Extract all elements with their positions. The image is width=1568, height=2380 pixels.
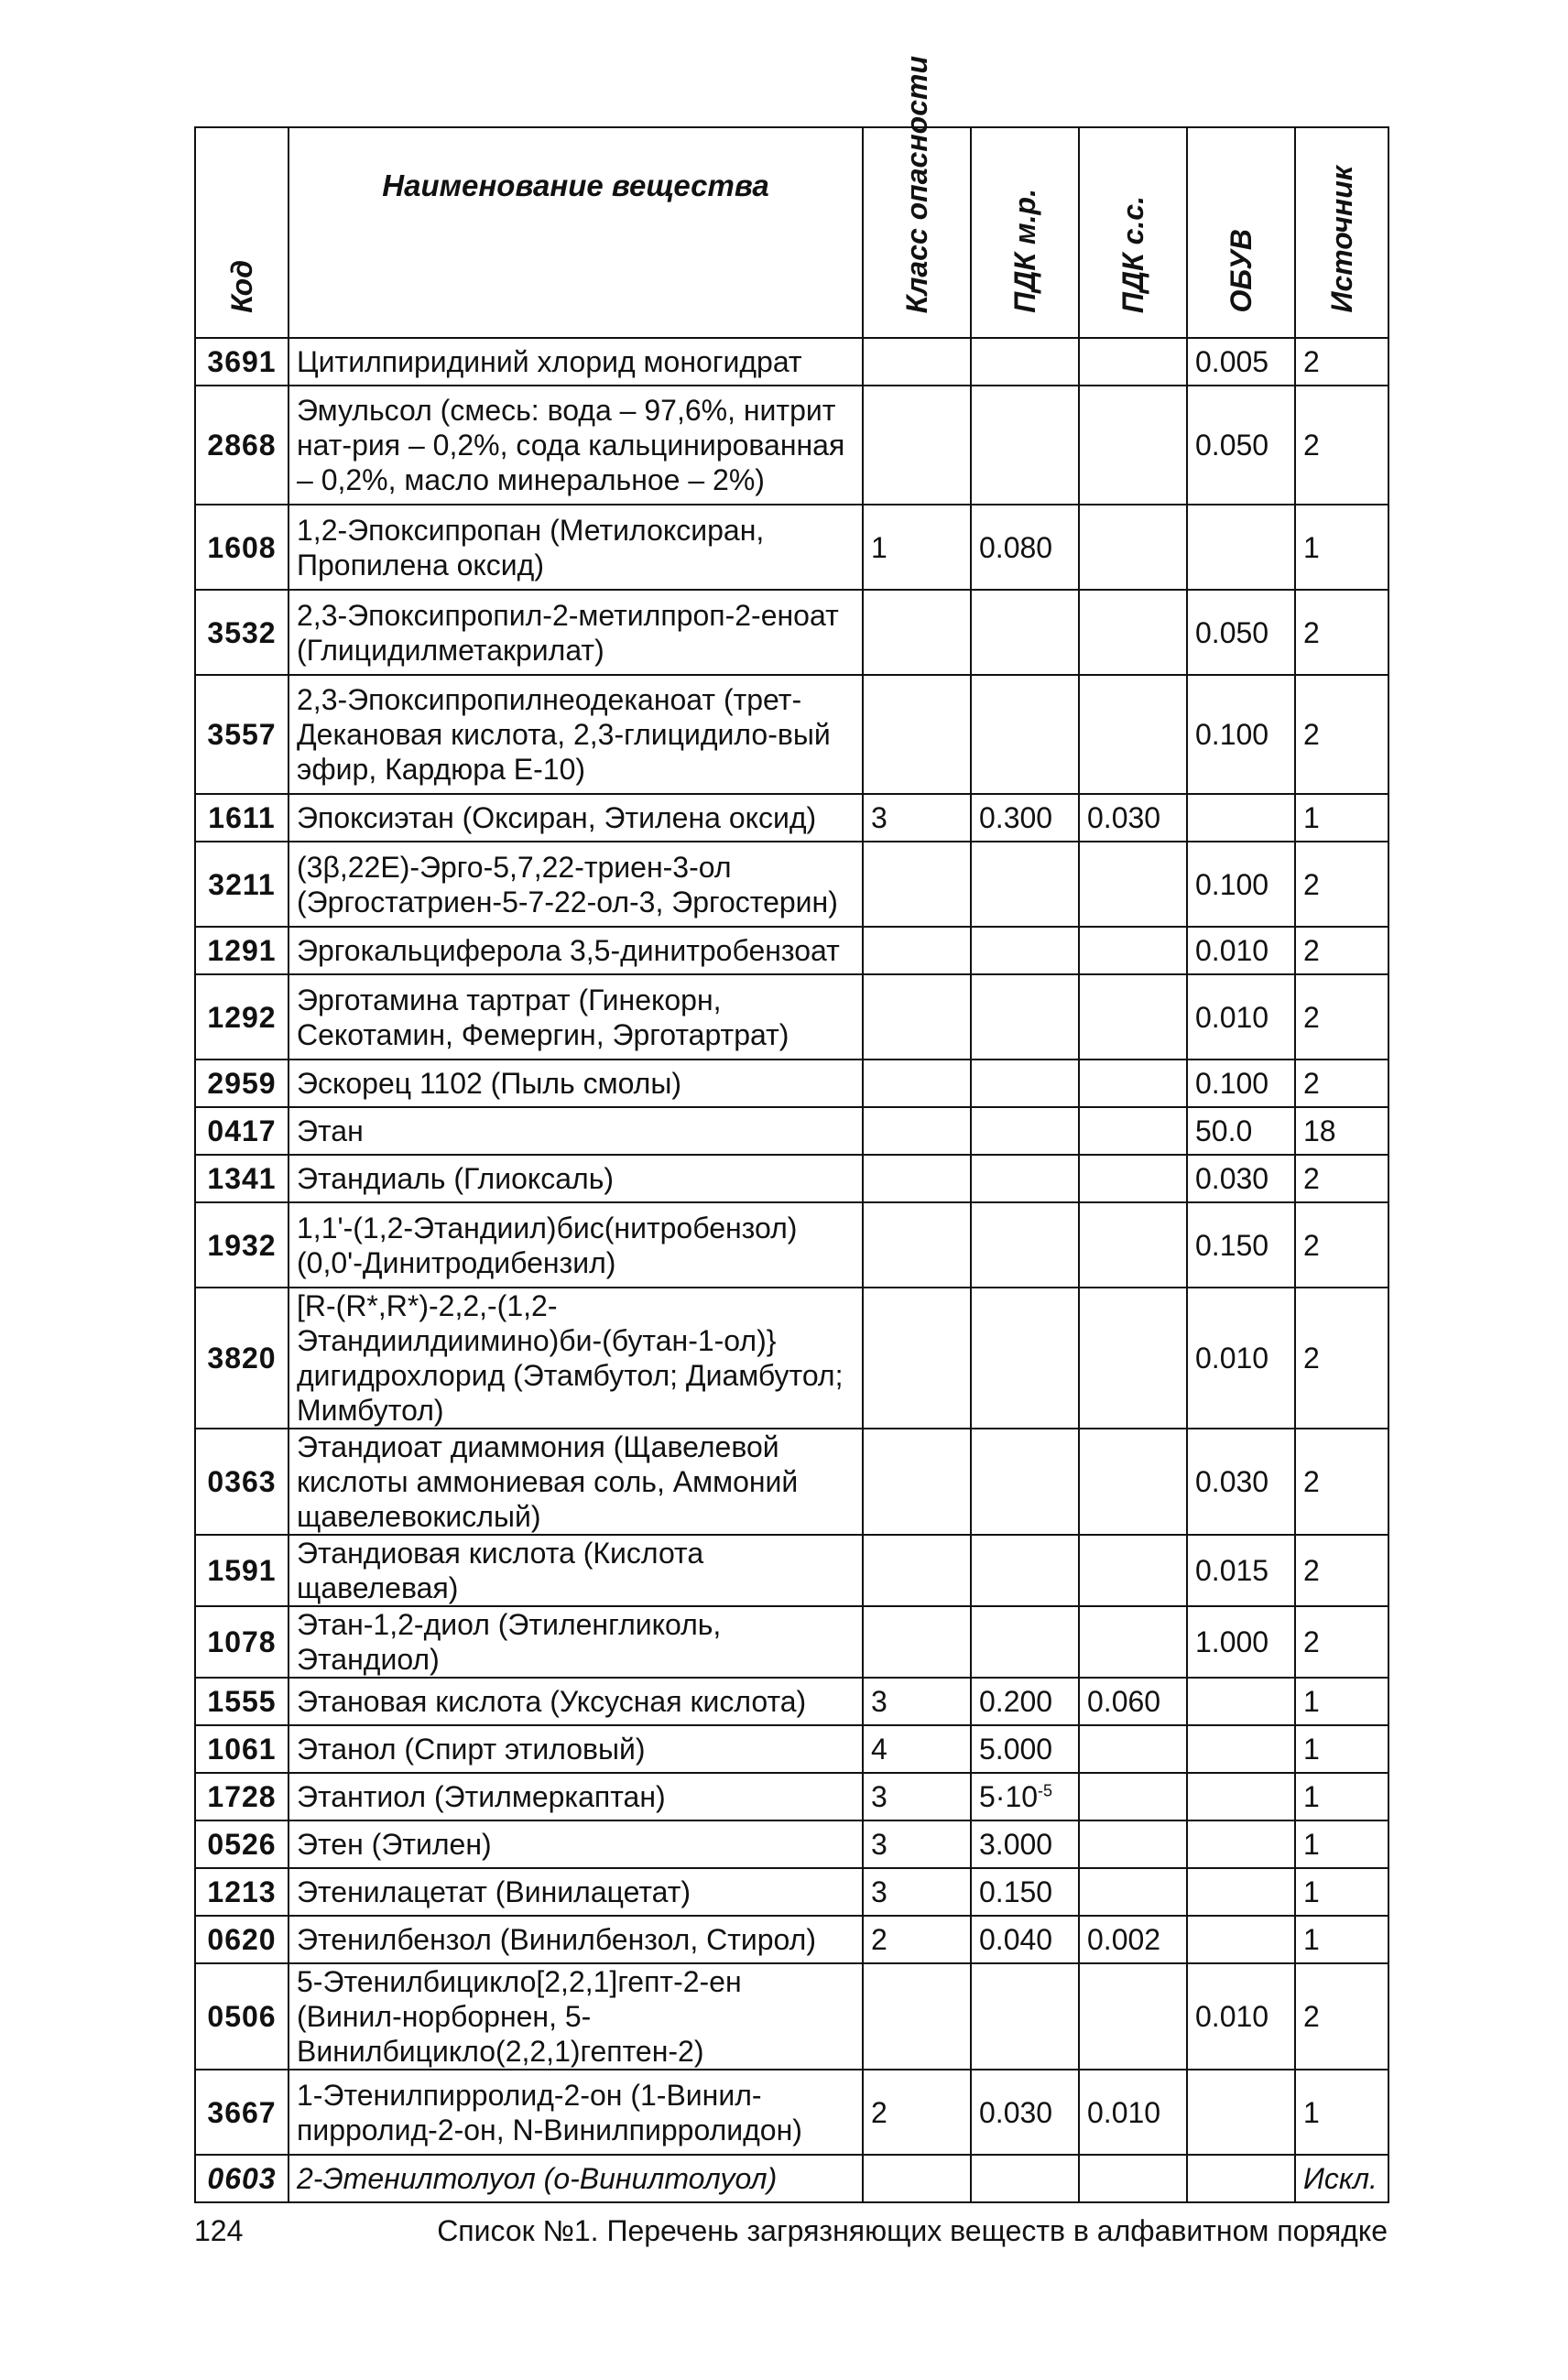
- cell-src: 2: [1295, 1288, 1388, 1429]
- cell-cls: [863, 842, 971, 927]
- cell-pdk-mr: [971, 675, 1079, 794]
- cell-cls: [863, 386, 971, 505]
- cell-pdk-ss: [1079, 2155, 1187, 2202]
- cell-src: 1: [1295, 1916, 1388, 1963]
- table-row: [195, 1678, 1388, 1725]
- cell-name: Эмульсол (смесь: вода – 97,6%, нитрит нат-рия – 0,2%, сода кальцинированная – 0,2%, масло минеральное – 2%): [289, 386, 863, 505]
- cell-cls: [863, 1288, 971, 1429]
- cell-src: 1: [1295, 794, 1388, 842]
- cell-obuv: 1.000: [1187, 1606, 1295, 1678]
- cell-obuv: 0.150: [1187, 1202, 1295, 1288]
- cell-cls: [863, 1963, 971, 2070]
- cell-code: 3820: [195, 1288, 289, 1429]
- cell-obuv: 0.010: [1187, 974, 1295, 1060]
- substances-table: [194, 55, 1389, 2203]
- cell-obuv: [1187, 505, 1295, 590]
- cell-pdk-mr: 3.000: [971, 1820, 1079, 1868]
- cell-obuv: [1187, 2070, 1295, 2155]
- cell-pdk-mr: 0.040: [971, 1916, 1079, 1963]
- cell-pdk-ss: 0.030: [1079, 794, 1187, 842]
- cell-obuv: [1187, 2155, 1295, 2202]
- cell-code: 3557: [195, 675, 289, 794]
- cell-code: 1611: [195, 794, 289, 842]
- cell-pdk-mr: [971, 1535, 1079, 1606]
- cell-code: 0620: [195, 1916, 289, 1963]
- cell-code: 1291: [195, 927, 289, 974]
- cell-code: 3667: [195, 2070, 289, 2155]
- table-row: [195, 927, 1388, 974]
- cell-src: 1: [1295, 2070, 1388, 2155]
- cell-pdk-mr: 0.200: [971, 1678, 1079, 1725]
- cell-code: 3691: [195, 338, 289, 386]
- cell-src: 2: [1295, 927, 1388, 974]
- cell-pdk-mr: [971, 1155, 1079, 1202]
- cell-src: 1: [1295, 1678, 1388, 1725]
- cell-pdk-mr: [971, 1288, 1079, 1429]
- cell-src: 1: [1295, 1725, 1388, 1773]
- cell-code: 1078: [195, 1606, 289, 1678]
- cell-name: [R-(R*,R*)-2,2,-(1,2-Этандиилдиимино)би-(бутан-1-ол)} дигидрохлорид (Этамбутол; Диамбутол; Мимбутол): [289, 1288, 863, 1429]
- cell-name: Эскорец 1102 (Пыль смолы): [289, 1060, 863, 1107]
- cell-src: 2: [1295, 590, 1388, 675]
- table-row: [195, 1725, 1388, 1773]
- cell-src: 2: [1295, 842, 1388, 927]
- cell-pdk-mr: [971, 1060, 1079, 1107]
- cell-pdk-ss: [1079, 1202, 1187, 1288]
- table-row: [195, 590, 1388, 675]
- table-row: [195, 338, 1388, 386]
- cell-code: 1728: [195, 1773, 289, 1820]
- table-row: [195, 1963, 1388, 2070]
- cell-cls: 2: [863, 1916, 971, 1963]
- header-source: Источник: [1295, 127, 1388, 338]
- cell-name: 2,3-Эпоксипропил-2-метилпроп-2-еноат (Глицидилметакрилат): [289, 590, 863, 675]
- cell-pdk-mr: 0.150: [971, 1868, 1079, 1916]
- cell-code: 1292: [195, 974, 289, 1060]
- cell-name: Цитилпиридиний хлорид моногидрат: [289, 338, 863, 386]
- cell-src: 1: [1295, 505, 1388, 590]
- cell-pdk-mr: [971, 927, 1079, 974]
- table-row: [195, 1429, 1388, 1535]
- table-row: [195, 974, 1388, 1060]
- cell-cls: 3: [863, 1868, 971, 1916]
- cell-obuv: 0.015: [1187, 1535, 1295, 1606]
- cell-pdk-mr: [971, 842, 1079, 927]
- cell-src: 2: [1295, 386, 1388, 505]
- cell-pdk-ss: [1079, 1725, 1187, 1773]
- cell-cls: [863, 1202, 971, 1288]
- cell-code: 0506: [195, 1963, 289, 2070]
- cell-pdk-mr: 0.300: [971, 794, 1079, 842]
- cell-src: 2: [1295, 1963, 1388, 2070]
- cell-pdk-mr: [971, 974, 1079, 1060]
- cell-name: 1,2-Эпоксипропан (Метилоксиран, Пропилена оксид): [289, 505, 863, 590]
- cell-obuv: 0.030: [1187, 1429, 1295, 1535]
- cell-pdk-ss: 0.010: [1079, 2070, 1187, 2155]
- cell-pdk-ss: [1079, 675, 1187, 794]
- cell-name: Этан-1,2-диол (Этиленгликоль, Этандиол): [289, 1606, 863, 1678]
- table-row: [195, 1060, 1388, 1107]
- cell-name: Этандиовая кислота (Кислота щавелевая): [289, 1535, 863, 1606]
- cell-cls: [863, 1107, 971, 1155]
- cell-pdk-mr: [971, 338, 1079, 386]
- cell-obuv: 50.0: [1187, 1107, 1295, 1155]
- cell-name: Этен (Этилен): [289, 1820, 863, 1868]
- cell-cls: [863, 1155, 971, 1202]
- cell-code: 1932: [195, 1202, 289, 1288]
- table-row: [195, 1535, 1388, 1606]
- table-row: [195, 2155, 1388, 2202]
- cell-name: 5-Этенилбицикло[2,2,1]гепт-2-ен (Винил-норборнен, 5-Винилбицикло(2,2,1)гептен-2): [289, 1963, 863, 2070]
- table-row: [195, 1288, 1388, 1429]
- cell-code: 1341: [195, 1155, 289, 1202]
- table-row: [195, 1773, 1388, 1820]
- cell-cls: [863, 2155, 971, 2202]
- cell-src: 2: [1295, 1606, 1388, 1678]
- cell-obuv: 0.050: [1187, 590, 1295, 675]
- cell-code: 0417: [195, 1107, 289, 1155]
- cell-code: 2959: [195, 1060, 289, 1107]
- cell-pdk-ss: [1079, 1868, 1187, 1916]
- table-row: [195, 1916, 1388, 1963]
- table-row: [195, 1868, 1388, 1916]
- exponent: -5: [1038, 1781, 1053, 1800]
- cell-src: 1: [1295, 1773, 1388, 1820]
- cell-pdk-ss: [1079, 1963, 1187, 2070]
- cell-name: 1,1'-(1,2-Этандиил)бис(нитробензол) (0,0'-Динитродибензил): [289, 1202, 863, 1288]
- header-name: Наименование вещества: [289, 127, 863, 338]
- header-pdk-ss: ПДК с.с.: [1079, 127, 1187, 338]
- cell-pdk-ss: [1079, 505, 1187, 590]
- cell-src: 2: [1295, 1060, 1388, 1107]
- cell-obuv: 0.050: [1187, 386, 1295, 505]
- cell-pdk-ss: [1079, 1773, 1187, 1820]
- cell-name: Эргокальциферола 3,5-динитробензоат: [289, 927, 863, 974]
- cell-pdk-mr: [971, 2155, 1079, 2202]
- cell-pdk-mr: [971, 386, 1079, 505]
- cell-obuv: [1187, 1678, 1295, 1725]
- cell-cls: 3: [863, 1773, 971, 1820]
- cell-pdk-mr: $5\cdot 10^{-5}$: [971, 1773, 1079, 1820]
- cell-cls: [863, 974, 971, 1060]
- cell-code: 2868: [195, 386, 289, 505]
- cell-cls: [863, 927, 971, 974]
- cell-code: 1061: [195, 1725, 289, 1773]
- cell-pdk-mr: [971, 1107, 1079, 1155]
- cell-name: Этандиаль (Глиоксаль): [289, 1155, 863, 1202]
- cell-cls: [863, 675, 971, 794]
- cell-cls: 3: [863, 1678, 971, 1725]
- cell-name: (3β,22Е)-Эрго-5,7,22-триен-3-ол (Эргостатриен-5-7-22-ол-3, Эргостерин): [289, 842, 863, 927]
- cell-pdk-mr: 5.000: [971, 1725, 1079, 1773]
- cell-cls: 1: [863, 505, 971, 590]
- cell-name: Этенилацетат (Винилацетат): [289, 1868, 863, 1916]
- table-row: [195, 794, 1388, 842]
- table-row: [195, 505, 1388, 590]
- table-row: [195, 1820, 1388, 1868]
- cell-pdk-ss: [1079, 1820, 1187, 1868]
- cell-code: 3211: [195, 842, 289, 927]
- cell-pdk-ss: 0.060: [1079, 1678, 1187, 1725]
- cell-src: 1: [1295, 1820, 1388, 1868]
- table-row: [195, 1202, 1388, 1288]
- cell-pdk-mr: [971, 1202, 1079, 1288]
- cell-pdk-ss: 0.002: [1079, 1916, 1187, 1963]
- cell-src: 2: [1295, 1535, 1388, 1606]
- cell-src: 1: [1295, 1868, 1388, 1916]
- cell-code: 1213: [195, 1868, 289, 1916]
- cell-name: 2-Этенилтолуол (о-Винилтолуол): [289, 2155, 863, 2202]
- table-row: [195, 2070, 1388, 2155]
- cell-name: Эпоксиэтан (Оксиран, Этилена оксид): [289, 794, 863, 842]
- cell-pdk-mr: 0.030: [971, 2070, 1079, 2155]
- cell-cls: 2: [863, 2070, 971, 2155]
- table-row: [195, 842, 1388, 927]
- cell-obuv: [1187, 794, 1295, 842]
- cell-name: 2,3-Эпоксипропилнеодеканоат (трет-Декановая кислота, 2,3-глицидило-вый эфир, Кардюра Е-10): [289, 675, 863, 794]
- cell-obuv: 0.010: [1187, 1288, 1295, 1429]
- cell-pdk-ss: [1079, 1606, 1187, 1678]
- cell-src: 2: [1295, 1429, 1388, 1535]
- cell-name: Этенилбензол (Винилбензол, Стирол): [289, 1916, 863, 1963]
- cell-pdk-ss: [1079, 590, 1187, 675]
- cell-src: 2: [1295, 1202, 1388, 1288]
- cell-obuv: 0.030: [1187, 1155, 1295, 1202]
- header-obuv: ОБУВ: [1187, 127, 1295, 338]
- cell-pdk-mr: [971, 1606, 1079, 1678]
- cell-obuv: [1187, 1916, 1295, 1963]
- cell-cls: [863, 1606, 971, 1678]
- cell-cls: 4: [863, 1725, 971, 1773]
- cell-obuv: 0.005: [1187, 338, 1295, 386]
- cell-src: 2: [1295, 1155, 1388, 1202]
- cell-obuv: [1187, 1773, 1295, 1820]
- cell-src: 2: [1295, 338, 1388, 386]
- cell-pdk-ss: [1079, 1155, 1187, 1202]
- table-row: [195, 1155, 1388, 1202]
- cell-obuv: [1187, 1820, 1295, 1868]
- cell-pdk-ss: [1079, 1060, 1187, 1107]
- cell-pdk-ss: [1079, 1107, 1187, 1155]
- cell-pdk-ss: [1079, 338, 1187, 386]
- cell-obuv: 0.010: [1187, 1963, 1295, 2070]
- cell-pdk-ss: [1079, 1429, 1187, 1535]
- cell-code: 0526: [195, 1820, 289, 1868]
- header-hazard-class: Класс опасности: [863, 127, 971, 338]
- table-row: [195, 1107, 1388, 1155]
- cell-code: 0363: [195, 1429, 289, 1535]
- cell-pdk-ss: [1079, 842, 1187, 927]
- cell-pdk-mr: 0.080: [971, 505, 1079, 590]
- cell-pdk-mr: [971, 1429, 1079, 1535]
- table-row: [195, 675, 1388, 794]
- table-header-row: [195, 127, 1388, 338]
- cell-pdk-mr: [971, 1963, 1079, 2070]
- cell-cls: [863, 590, 971, 675]
- cell-cls: [863, 1535, 971, 1606]
- cell-name: Этановая кислота (Уксусная кислота): [289, 1678, 863, 1725]
- cell-cls: 3: [863, 1820, 971, 1868]
- cell-code: 1608: [195, 505, 289, 590]
- header-code: Код: [195, 127, 289, 338]
- header-pdk-mr: ПДК м.р.: [971, 127, 1079, 338]
- cell-obuv: [1187, 1868, 1295, 1916]
- cell-cls: [863, 1429, 971, 1535]
- cell-code: 1591: [195, 1535, 289, 1606]
- table-row: [195, 386, 1388, 505]
- cell-cls: [863, 1060, 971, 1107]
- cell-cls: 3: [863, 794, 971, 842]
- cell-code: 1555: [195, 1678, 289, 1725]
- cell-pdk-mr: [971, 590, 1079, 675]
- cell-name: 1-Этенилпирролид-2-он (1-Винил-пирролид-2-он, N-Винилпирролидон): [289, 2070, 863, 2155]
- cell-obuv: 0.100: [1187, 1060, 1295, 1107]
- cell-name: Этанол (Спирт этиловый): [289, 1725, 863, 1773]
- cell-src: 18: [1295, 1107, 1388, 1155]
- cell-cls: [863, 338, 971, 386]
- cell-src: Искл.: [1295, 2155, 1388, 2202]
- cell-code: 0603: [195, 2155, 289, 2202]
- cell-pdk-ss: [1079, 1535, 1187, 1606]
- page-number: 124: [194, 2214, 244, 2247]
- table-row: [195, 1606, 1388, 1678]
- cell-obuv: 0.100: [1187, 675, 1295, 794]
- cell-obuv: 0.100: [1187, 842, 1295, 927]
- cell-name: Этан: [289, 1107, 863, 1155]
- cell-name: Этандиоат диаммония (Щавелевой кислоты аммониевая соль, Аммоний щавелевокислый): [289, 1429, 863, 1535]
- cell-pdk-ss: [1079, 1288, 1187, 1429]
- cell-name: Этантиол (Этилмеркаптан): [289, 1773, 863, 1820]
- cell-src: 2: [1295, 675, 1388, 794]
- running-title: Список №1. Перечень загрязняющих веществ в алфавитном порядке: [437, 2214, 1388, 2247]
- cell-obuv: 0.010: [1187, 927, 1295, 974]
- cell-code: 3532: [195, 590, 289, 675]
- cell-src: 2: [1295, 974, 1388, 1060]
- cell-pdk-ss: [1079, 927, 1187, 974]
- cell-obuv: [1187, 1725, 1295, 1773]
- cell-name: Эрготамина тартрат (Гинекорн, Секотамин, Фемергин, Эрготартрат): [289, 974, 863, 1060]
- cell-pdk-ss: [1079, 974, 1187, 1060]
- cell-pdk-ss: [1079, 386, 1187, 505]
